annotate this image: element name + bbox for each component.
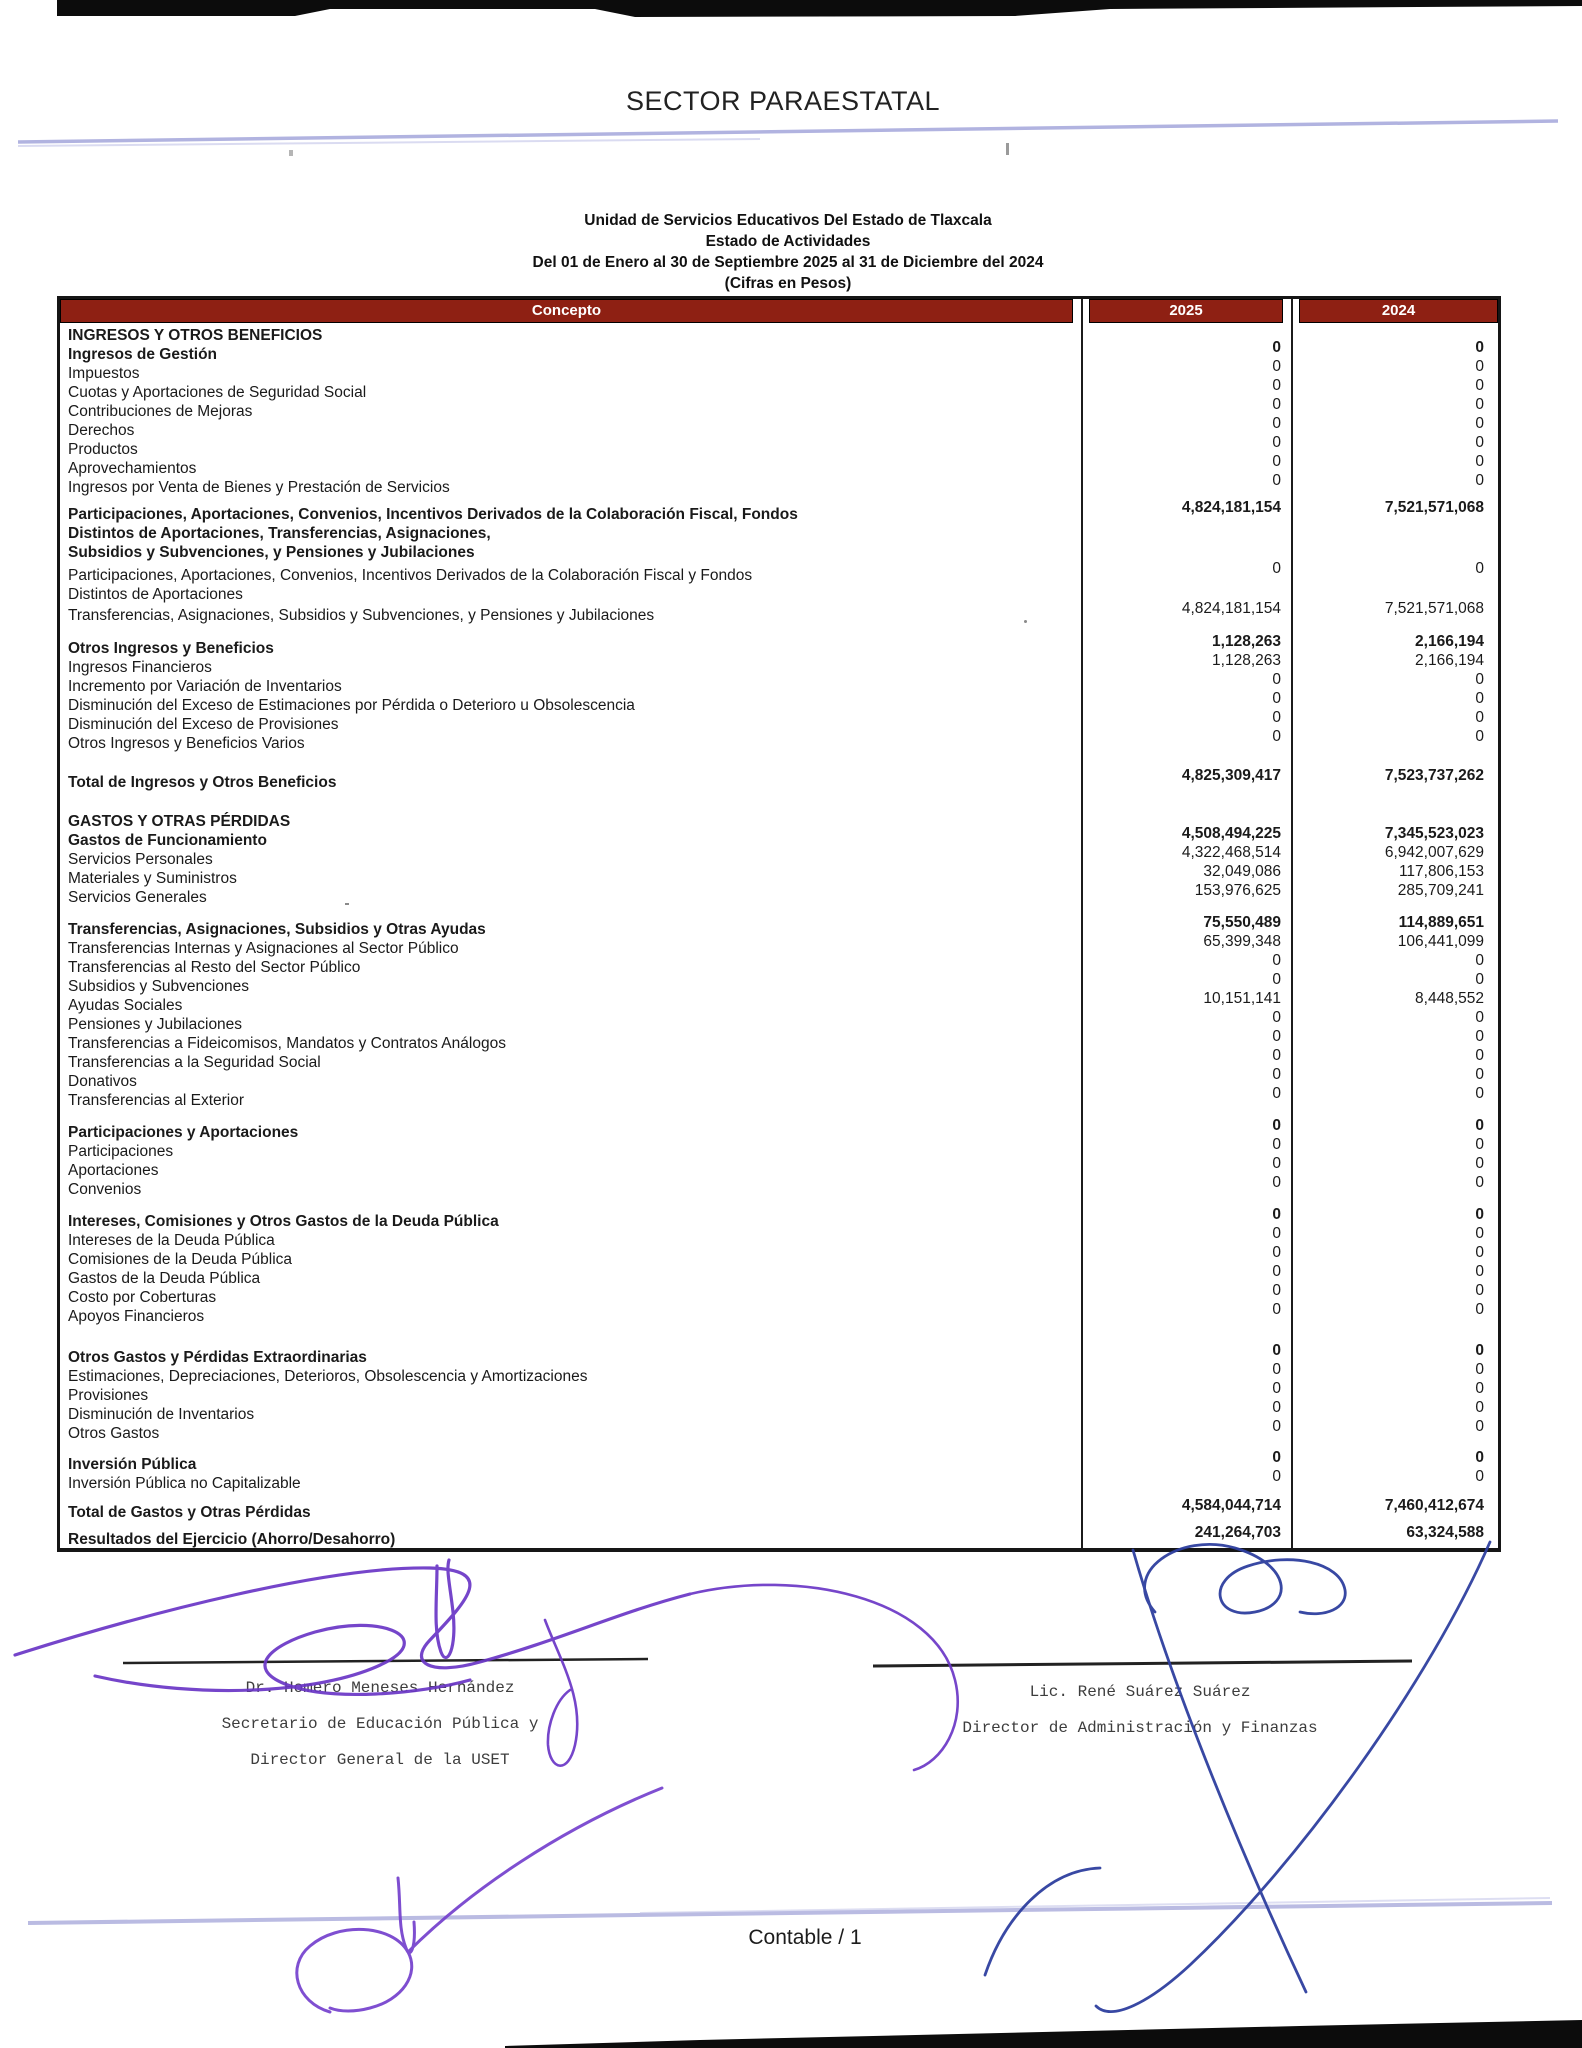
table-row <box>60 1468 1498 1493</box>
row-value-2025: 0 <box>1272 396 1281 413</box>
row-value-2024: 0 <box>1475 377 1484 394</box>
table-row <box>60 1497 1498 1522</box>
row-value-2024: 0 <box>1475 1449 1484 1466</box>
row-value-2025: 1,128,263 <box>1212 633 1281 650</box>
row-value-2024: 0 <box>1475 1301 1484 1318</box>
row-value-2025: 0 <box>1272 1449 1281 1466</box>
row-label: Disminución de Inventarios <box>68 1406 255 1423</box>
scan-speck <box>1024 620 1027 623</box>
page-title: SECTOR PARAESTATAL <box>625 86 941 116</box>
row-label: Transferencias, Asignaciones, Subsidios y Otras Ayudas <box>68 921 486 938</box>
table-body <box>60 323 1498 1549</box>
signature-ink-bottom-left <box>297 1788 662 2012</box>
table-row <box>60 472 1498 497</box>
scan-artifact-top-bar <box>57 0 1582 17</box>
row-value-2025: 0 <box>1272 1263 1281 1280</box>
row-label: Transferencias al Resto del Sector Público <box>68 959 361 976</box>
row-value-2024: 0 <box>1475 472 1484 489</box>
row-label: Transferencias a Fideicomisos, Mandatos y Contratos Análogos <box>68 1035 506 1052</box>
divider-line-top-echo <box>18 139 760 146</box>
row-label: Contribuciones de Mejoras <box>68 403 253 420</box>
scan-artifact-bottom-bar <box>505 2020 1582 2048</box>
table-row <box>60 728 1498 753</box>
row-label: Productos <box>68 441 138 458</box>
row-value-2025: 0 <box>1272 560 1281 577</box>
row-label: Aportaciones <box>68 1162 159 1179</box>
row-value-2025: 0 <box>1272 971 1281 988</box>
row-value-2024: 0 <box>1475 1244 1484 1261</box>
row-value-2024: 0 <box>1475 1136 1484 1153</box>
row-value-2024: 0 <box>1475 728 1484 745</box>
row-value-2025: 0 <box>1272 1225 1281 1242</box>
row-value-2024: 0 <box>1475 396 1484 413</box>
row-label: Total de Gastos y Otras Pérdidas <box>68 1504 311 1521</box>
signer-role-left-2: Director General de la USET <box>250 1751 510 1769</box>
row-value-2025: 0 <box>1272 728 1281 745</box>
row-value-2025: 65,399,348 <box>1203 933 1281 950</box>
row-value-2025: 0 <box>1272 1342 1281 1359</box>
row-value-2024: 0 <box>1475 1263 1484 1280</box>
row-label: Ingresos Financieros <box>68 659 212 676</box>
row-value-2025: 0 <box>1272 453 1281 470</box>
row-label: Pensiones y Jubilaciones <box>68 1016 243 1033</box>
row-label: Provisiones <box>68 1387 149 1404</box>
scan-speck <box>1006 143 1009 155</box>
row-label: Donativos <box>68 1073 137 1090</box>
row-value-2024: 0 <box>1475 1066 1484 1083</box>
row-value-2025: 4,584,044,714 <box>1181 1497 1281 1514</box>
row-label: Otros Ingresos y Beneficios Varios <box>68 735 305 752</box>
divider-line-top <box>18 121 1558 142</box>
table-row <box>60 1174 1498 1199</box>
row-value-2025: 0 <box>1272 1009 1281 1026</box>
row-value-2025: 0 <box>1272 377 1281 394</box>
row-label: Ingresos de Gestión <box>68 346 218 363</box>
row-label: Aprovechamientos <box>68 460 197 477</box>
row-value-2025: 0 <box>1272 1028 1281 1045</box>
row-value-2024: 0 <box>1475 1009 1484 1026</box>
table-row <box>60 1524 1498 1549</box>
row-value-2024: 0 <box>1475 690 1484 707</box>
row-value-2024: 0 <box>1475 560 1484 577</box>
row-value-2025: 0 <box>1272 1066 1281 1083</box>
row-label: Participaciones y Aportaciones <box>68 1124 299 1141</box>
row-label: Participaciones, Aportaciones, Convenios, Incentivos Derivados de la Colaboración Fiscal y Fondos Distintos de Aportaciones <box>68 567 753 603</box>
row-label: Disminución del Exceso de Provisiones <box>68 716 339 733</box>
row-label: Intereses de la Deuda Pública <box>68 1232 275 1249</box>
row-label: Derechos <box>68 422 135 439</box>
table-row <box>60 882 1498 907</box>
row-value-2025: 0 <box>1272 1399 1281 1416</box>
row-value-2025: 0 <box>1272 1155 1281 1172</box>
row-label: Apoyos Financieros <box>68 1308 205 1325</box>
row-label: Servicios Personales <box>68 851 213 868</box>
document-heading <box>0 210 1576 294</box>
row-label: Gastos de Funcionamiento <box>68 832 267 849</box>
row-label: Transferencias, Asignaciones, Subsidios y Subvenciones, y Pensiones y Jubilaciones <box>68 607 655 624</box>
row-value-2025: 75,550,489 <box>1203 914 1281 931</box>
row-value-2025: 0 <box>1272 1468 1281 1485</box>
row-value-2024: 0 <box>1475 1282 1484 1299</box>
row-label: INGRESOS Y OTROS BENEFICIOS <box>68 327 323 344</box>
row-value-2024: 0 <box>1475 1174 1484 1191</box>
table-row <box>60 767 1498 792</box>
row-label: Materiales y Suministros <box>68 870 237 887</box>
row-value-2025: 4,508,494,225 <box>1181 825 1281 842</box>
row-value-2024: 0 <box>1475 434 1484 451</box>
table-header-row <box>60 299 1498 323</box>
row-label: Comisiones de la Deuda Pública <box>68 1251 293 1268</box>
row-value-2024: 0 <box>1475 1342 1484 1359</box>
row-value-2024: 0 <box>1475 1418 1484 1435</box>
row-value-2024: 0 <box>1475 671 1484 688</box>
row-label: Incremento por Variación de Inventarios <box>68 678 342 695</box>
row-label: Convenios <box>68 1181 142 1198</box>
row-value-2025: 0 <box>1272 1047 1281 1064</box>
signer-name-right: Lic. René Suárez Suárez <box>1029 1683 1251 1701</box>
row-value-2025: 0 <box>1272 690 1281 707</box>
table-row <box>60 600 1498 625</box>
row-value-2024: 0 <box>1475 952 1484 969</box>
row-value-2025: 1,128,263 <box>1212 652 1281 669</box>
row-value-2024: 0 <box>1475 1085 1484 1102</box>
row-value-2024: 0 <box>1475 1028 1484 1045</box>
row-value-2024: 0 <box>1475 709 1484 726</box>
divider-line-bottom-echo <box>640 1898 1550 1913</box>
row-label: Costo por Coberturas <box>68 1289 217 1306</box>
row-value-2025: 0 <box>1272 671 1281 688</box>
row-value-2025: 0 <box>1272 1136 1281 1153</box>
row-label: GASTOS Y OTRAS PÉRDIDAS <box>68 813 291 830</box>
statement-period: Del 01 de Enero al 30 de Septiembre 2025 al 31 de Diciembre del 2024 <box>532 254 1044 271</box>
row-value-2024: 0 <box>1475 1468 1484 1485</box>
row-value-2024: 0 <box>1475 1155 1484 1172</box>
row-value-2025: 0 <box>1272 1244 1281 1261</box>
row-value-2024: 0 <box>1475 1117 1484 1134</box>
row-value-2024: 7,523,737,262 <box>1384 767 1484 784</box>
column-header-concepto: Concepto <box>60 299 1073 323</box>
row-value-2024: 0 <box>1475 1047 1484 1064</box>
row-label: Estimaciones, Depreciaciones, Deterioros, Obsolescencia y Amortizaciones <box>68 1368 588 1385</box>
row-value-2025: 0 <box>1272 358 1281 375</box>
row-value-2025: 0 <box>1272 1085 1281 1102</box>
row-value-2025: 0 <box>1272 1361 1281 1378</box>
row-value-2025: 153,976,625 <box>1194 882 1281 899</box>
scan-speck <box>289 150 293 156</box>
table-row <box>60 1085 1498 1110</box>
row-value-2024: 0 <box>1475 453 1484 470</box>
row-value-2025: 0 <box>1272 1380 1281 1397</box>
signature-rule-left <box>123 1659 648 1663</box>
row-label: Resultados del Ejercicio (Ahorro/Desahorro) <box>68 1531 396 1548</box>
signer-role-left-1: Secretario de Educación Pública y <box>221 1715 539 1733</box>
row-label: Subsidios y Subvenciones <box>68 978 249 995</box>
row-value-2024: 0 <box>1475 1399 1484 1416</box>
row-value-2024: 117,806,153 <box>1398 863 1484 880</box>
row-label: Otros Gastos y Pérdidas Extraordinarias <box>68 1349 367 1366</box>
row-value-2025: 32,049,086 <box>1203 863 1281 880</box>
table-row <box>60 499 1498 562</box>
row-value-2024: 7,521,571,068 <box>1384 499 1484 516</box>
statement-table <box>57 296 1501 1552</box>
row-value-2024: 6,942,007,629 <box>1384 844 1484 861</box>
divider-line-bottom <box>28 1903 1552 1923</box>
row-value-2025: 0 <box>1272 1282 1281 1299</box>
row-value-2025: 0 <box>1272 1301 1281 1318</box>
table-row <box>60 1418 1498 1443</box>
row-value-2025: 4,825,309,417 <box>1181 767 1281 784</box>
row-value-2024: 0 <box>1475 971 1484 988</box>
statement-units: (Cifras en Pesos) <box>724 275 852 292</box>
signer-role-right-1: Director de Administración y Finanzas <box>962 1719 1318 1737</box>
row-value-2025: 0 <box>1272 952 1281 969</box>
row-value-2024: 0 <box>1475 1380 1484 1397</box>
row-value-2025: 0 <box>1272 472 1281 489</box>
row-value-2024: 0 <box>1475 358 1484 375</box>
row-value-2025: 0 <box>1272 1174 1281 1191</box>
row-label: Participaciones, Aportaciones, Convenios, Incentivos Derivados de la Colaboración Fiscal, Fondos Distintos de Aportaciones, Transferencias, Asignaciones, Subsidios y Subvenciones, y Pensiones y Jubilaciones <box>68 506 798 561</box>
row-value-2024: 0 <box>1475 1361 1484 1378</box>
row-value-2024: 0 <box>1475 415 1484 432</box>
signature-rule-right <box>873 1661 1412 1666</box>
row-value-2025: 0 <box>1272 1206 1281 1223</box>
entity-name: Unidad de Servicios Educativos Del Estado de Tlaxcala <box>584 212 992 229</box>
row-value-2024: 2,166,194 <box>1415 633 1484 650</box>
row-label: Disminución del Exceso de Estimaciones por Pérdida o Deterioro u Obsolescencia <box>68 697 635 714</box>
row-label: Gastos de la Deuda Pública <box>68 1270 261 1287</box>
signature-ink-right <box>985 1542 1490 2012</box>
column-header-2025: 2025 <box>1089 299 1283 323</box>
row-label: Participaciones <box>68 1143 174 1160</box>
row-value-2025: 0 <box>1272 709 1281 726</box>
row-value-2025: 4,824,181,154 <box>1181 499 1281 516</box>
row-label: Impuestos <box>68 365 140 382</box>
row-value-2025: 4,322,468,514 <box>1181 844 1281 861</box>
row-value-2024: 106,441,099 <box>1397 933 1484 950</box>
row-value-2025: 241,264,703 <box>1194 1524 1281 1541</box>
row-value-2024: 63,324,588 <box>1406 1524 1484 1541</box>
row-label: Servicios Generales <box>68 889 207 906</box>
row-label: Transferencias Internas y Asignaciones al Sector Público <box>68 940 459 957</box>
row-label: Cuotas y Aportaciones de Seguridad Social <box>68 384 367 401</box>
row-label: Otros Ingresos y Beneficios <box>68 640 274 657</box>
row-value-2025: 0 <box>1272 415 1281 432</box>
row-value-2024: 114,889,651 <box>1398 914 1484 931</box>
row-label: Inversión Pública <box>68 1456 197 1473</box>
row-value-2025: 4,824,181,154 <box>1181 600 1281 617</box>
row-label: Ayudas Sociales <box>68 997 183 1014</box>
column-header-2024: 2024 <box>1299 299 1498 323</box>
row-value-2025: 0 <box>1272 434 1281 451</box>
row-label: Transferencias al Exterior <box>68 1092 245 1109</box>
statement-title: Estado de Actividades <box>705 233 871 250</box>
row-value-2024: 0 <box>1475 339 1484 356</box>
row-label: Transferencias a la Seguridad Social <box>68 1054 321 1071</box>
signature-block-right <box>880 1674 1400 1746</box>
row-label: Total de Ingresos y Otros Beneficios <box>68 774 337 791</box>
page-footer-label: Contable / 1 <box>748 1926 862 1949</box>
row-value-2024: 8,448,552 <box>1415 990 1484 1007</box>
scan-speck <box>345 903 349 905</box>
table-row <box>60 1301 1498 1326</box>
row-value-2024: 7,345,523,023 <box>1384 825 1484 842</box>
row-value-2025: 10,151,141 <box>1203 990 1281 1007</box>
row-label: Inversión Pública no Capitalizable <box>68 1475 301 1492</box>
row-value-2024: 7,521,571,068 <box>1384 600 1484 617</box>
row-value-2024: 0 <box>1475 1225 1484 1242</box>
row-label: Otros Gastos <box>68 1425 160 1442</box>
row-label: Ingresos por Venta de Bienes y Prestación de Servicios <box>68 479 450 496</box>
row-value-2025: 0 <box>1272 1117 1281 1134</box>
row-value-2024: 285,709,241 <box>1397 882 1484 899</box>
signature-block-left <box>115 1670 645 1778</box>
row-label: Intereses, Comisiones y Otros Gastos de la Deuda Pública <box>68 1213 499 1230</box>
row-value-2025: 0 <box>1272 339 1281 356</box>
row-value-2024: 7,460,412,674 <box>1384 1497 1484 1514</box>
row-value-2024: 0 <box>1475 1206 1484 1223</box>
row-value-2025: 0 <box>1272 1418 1281 1435</box>
row-value-2024: 2,166,194 <box>1415 652 1484 669</box>
signer-name-left: Dr. Homero Meneses Hernández <box>245 1679 515 1697</box>
